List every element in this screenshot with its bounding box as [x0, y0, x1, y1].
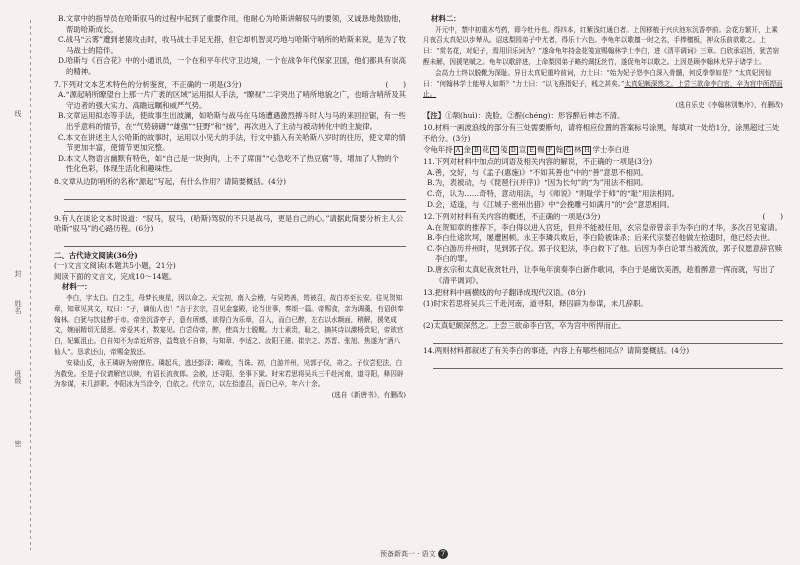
margin-label-line: 线 — [14, 110, 22, 117]
answer-line[interactable] — [64, 190, 406, 200]
q10-char: 士 — [599, 144, 608, 154]
q10-char: 进 — [622, 144, 630, 154]
material-2-para-2: 会高力士终以脱靴为深耻。异日太真妃重吟前词，力士曰：“始为妃子怨李白深入骨髓，何反拳拳如是？”太真妃因惊曰：“何翰林学士能辱人如斯？”力士曰：“以飞燕指妃子，贱之甚矣。”太真妃颇深然之。上尝三欲命李白官，卒为宫中所捍而止。 — [423, 68, 783, 99]
q10-answer-box[interactable]: D — [509, 146, 518, 155]
q10-char: 学 — [592, 144, 600, 154]
q11-option-c: C.奇，认为……奇特，意动用法，与《师说》“则耻学于师”的“耻”用法相同。 — [427, 188, 679, 198]
q11-option-b: B.为，表被动，与《琵琶行(并序)》“因为长句”的“为”用法不相同。 — [427, 178, 648, 188]
material-1-para-1: 李白，字太白。白之生，母梦长庚星，因以命之。天宝初，南入会稽，与吴筠善，筠被召，故白亦至长安。往见贺知章，知章见其文，叹曰：“子，谪仙人也！”言于玄宗，召见金銮殿，论当世事，奏颂一篇。帝赐食，亲为调羹，有诏供奉翰林。白犹与饮徒醉于市。帝坐沉香亭子，意有所感，欲得白为乐章，召入，而白已醉，左右以水颒面，稍解，援笔成文，婉丽精切无留思。帝爱其才，数宴见。白尝侍帝，醉，使高力士脱靴。力士素贵，耻之，摘其诗以激杨贵妃，帝欲官白，妃辄沮止。白自知不为亲近所容，益骜放不自修，与知章、李适之、汝阳王琎、崔宗之、苏晋、张旭、焦遂为“酒八仙人”。恳求还山，帝赐金放还。 — [54, 294, 404, 357]
margin-label-class: 班级 — [14, 370, 22, 384]
margin-label-secret: 密 — [14, 440, 22, 447]
q11-option-d: D.会，适逢，与《江城子·密州出猎》中“会挽雕弓如满月”的“会”意思相同。 — [427, 199, 675, 209]
section-heading: 二、古代诗文阅读(36分) — [54, 250, 138, 260]
q10-char: 持 — [445, 144, 453, 154]
q12-option-b: B.李白仕途坎坷，屡遭困顿。永王李璘兵败后，李白险被诛杀；后来代宗要召他做左拾遗时，他已经去世。 — [427, 233, 775, 243]
material-2-label: 材料二： — [431, 14, 461, 23]
answer-line[interactable] — [433, 359, 783, 369]
question-11: 11.下列对材料中加点的词语及相关内容的解说，不正确的一项是(3分) — [423, 157, 653, 167]
q12-option-c: C.李白游历并州时，见到郭子仪。郭子仪犯法，李白救下了他。后因为李白论罪当被流放，郭子仪愿意辞官赎李白的罪。 — [427, 243, 783, 264]
page-number: 7 — [438, 549, 448, 559]
question-8: 8.文章从边防哨所的名称“源起”写起，有什么作用？请简要概括。(4分) — [54, 176, 287, 186]
q13-sentence-1: (1)时宋若思将吴兵三千赴河南，道寻阳，释囚辟为参谋，未几辞职。 — [423, 298, 648, 308]
q12-option-a: A.在贺知章的推荐下，李白得以进入宫廷，但并不能被任用，玄宗皇帝曾亲手为李白的才华，多次召见宴请。 — [427, 222, 783, 232]
material-2-para-1: 开元中，禁中初重木芍药，即今牡丹也。得四本，红紫浅红通白者。上因移植于兴庆池东沉香亭前。会花方繁开，上乘月夜召太真妃以步辇从。诏选梨园弟子中尤者，得乐十六色。李龟年以歌擅一时之名，手捧檀板，押众乐前欲歌之。上曰：“赏名花，对妃子，焉用旧乐词为？”遂命龟年持金花笺宣赐翰林学士李白，进《清平调词》三章。白欣承诏旨，犹苦宿酲未解，因援笔赋之。龟年以歌辞进，上命梨园弟子略约调抚丝竹，遂促龟年以歌之。上因是顾李翰林尤异于诸学士。 — [423, 25, 780, 66]
q11-option-a: A.善，交好，与《孟子(惠施)》“不如其善也”中的“善”意思不相同。 — [427, 167, 648, 177]
answer-line[interactable] — [433, 334, 783, 344]
question-12: 12.下列对材料有关内容的概述，不正确的一项是(3分) ( ) — [423, 212, 783, 222]
q10-char: 宣 — [518, 144, 527, 154]
q10-char: 笺 — [500, 144, 508, 154]
margin-label-name: 姓名 — [14, 300, 22, 314]
q10-sentence: 令龟年持 A 金 B 花 C 笺 D 宣 E 赐 F 翰 G 林 H 学士李白进 — [423, 144, 630, 154]
q7-option-b: B.文章运用拟态等手法，使故事生出波澜，如哈斯与战马在马场遭遇激烈搏斗时人与马的来回拉锯，有一些出乎意料的情节，在“气势磅礴”“雄强”“狂野”和“扬”，再次进入了主动与被动转化中的主旋律。 — [58, 111, 406, 131]
q10-char: 白 — [614, 144, 623, 154]
reading-instruction: 阅读下面的文言文，完成10～14题。 — [54, 271, 177, 281]
answer-line[interactable] — [64, 237, 406, 247]
left-column — [54, 14, 406, 401]
q10-char: 李 — [607, 144, 615, 154]
question-10: 10.材料一画波浪线的部分有三处需要断句，请将相应位置的答案标号涂黑，每填对一处给1分，涂黑超过三处不给分。(3分) — [423, 123, 780, 143]
q10-char: 金 — [463, 144, 471, 154]
q10-char: 翰 — [555, 144, 564, 154]
footer-text: 预备新高一 · 语文 — [380, 550, 436, 558]
q6-option-d: D.哈斯与《百合花》中的小通讯员，一个在和平年代守卫边境，一个在战争年代保家卫国，他们都具有崇高的精神。 — [58, 56, 406, 76]
q7-option-a: A.“源起哨所瞭望台上那一片广袤的区域”运用拟人手法，“瞭视”二字突出了哨所地貌之广，也暗含哨所及其守边者的强大实力、高瞻远瞩和威严气势。 — [58, 90, 406, 110]
q6-option-c: C.战马“云雾”遭到老猿攻击时，收马战士手足无措，但它却机智灵巧地与哈斯守哨所的哈斯来说，是为了牧马战士的陪伴。 — [58, 35, 406, 55]
margin-label-seal: 封 — [14, 270, 22, 277]
question-13: 13.把材料中画横线的句子翻译成现代汉语。(8分) — [423, 288, 586, 298]
binding-margin — [0, 0, 50, 565]
subsection-heading: (一)文言文阅读(本题共5小题，21分) — [54, 261, 176, 271]
question-9: 9.有人在谈论文本时说道：“驭马，驭马，(哈斯)驾驭的不只是战马，更是自己的心。”请据此简要分析主人公哈斯“驭马”的心路历程。(6分) — [54, 213, 404, 234]
q10-char: 花 — [482, 144, 490, 154]
q10-char: 林 — [574, 144, 582, 154]
q10-char: 赐 — [537, 144, 545, 154]
page-footer — [380, 549, 448, 559]
annotation-note: 【注】①颒(huì)：洗脸。②酲(chéng)：形容醉后神志不清。 — [423, 110, 625, 120]
source-citation: (选自乐史《李翰林别集序》，有删改) — [675, 101, 783, 110]
question-7: 7.下列对文本艺术特色的分析鉴赏，不正确的一项是(3分) ( ) — [54, 79, 406, 89]
q10-answer-box[interactable]: F — [546, 146, 555, 155]
q10-answer-box[interactable]: E — [527, 146, 536, 155]
q6-option-b: B.文章中的指导员在哈斯驭马的过程中起到了重要作用，他耐心为哈斯讲解驭马的要领，又诚恳地鼓励他，帮助哈斯成长。 — [58, 14, 406, 34]
answer-line[interactable] — [433, 311, 783, 321]
seal-dashed-line — [30, 20, 31, 550]
q7-option-c: C.本文在讲述主人公哈斯的故事时，运用以小见大的手法，行文中插入有关哈斯八岁时的往历，使文章的情节更加丰富，使情节更加完整。 — [58, 132, 406, 153]
q13-sentence-2: (2)太真妃颇深然之。上尝三欲命李白官，卒为宫中所捍而止。 — [423, 321, 626, 331]
material-1-label: 材料一： — [62, 282, 92, 292]
question-14: 14.两则材料都叙述了有关李白的事迹，内容上有哪些相同点？请简要概括。(4分) — [423, 346, 690, 356]
material-1-para-2: 安禄山反，永王璘辟为府僚佐。璘起兵，逃还彭泽；璘败，当诛。初，白游并州，见郭子仪，奇之。子仪尝犯法，白为救免。至是子仪请解官以赎，有诏长流夜郎。会赦，还寻阳，坐事下狱。时宋若思将吴兵三千赴河南，道寻阳，释囚辟为参谋，未几辞职。李阳冰为当涂令，白依之。代宗立，以左拾遗召，而白已卒，年六十余。 — [54, 358, 404, 389]
answer-line[interactable] — [64, 202, 406, 212]
q10-answer-box[interactable]: G — [564, 146, 573, 155]
q10-answer-box[interactable]: H — [584, 146, 590, 154]
source-citation: (选自《新唐书》，有删改) — [331, 391, 406, 400]
right-column — [423, 14, 783, 369]
q12-option-d: D.唐玄宗和太真妃夜赏牡丹，让李龟年演奏李白新作歌词，李白于是痛饮美酒，趁着醉意一挥而就，写出了《清平调词》。 — [427, 265, 775, 285]
q10-answer-box[interactable]: A — [454, 146, 463, 155]
q7-option-d: D.本文人物语言幽默有特色，如“自己是一块狗肉，上不了席面”“心急吃不了热豆腐”等，增加了人物的个性化色彩，体现生活化和趣味性。 — [58, 153, 399, 174]
underlined-sentence: 太真妃颇深然之。上尝三欲命李白官，卒为宫中所捍而止。 — [423, 79, 783, 99]
q10-answer-box[interactable]: C — [490, 146, 499, 155]
q10-answer-box[interactable]: B — [472, 146, 481, 155]
